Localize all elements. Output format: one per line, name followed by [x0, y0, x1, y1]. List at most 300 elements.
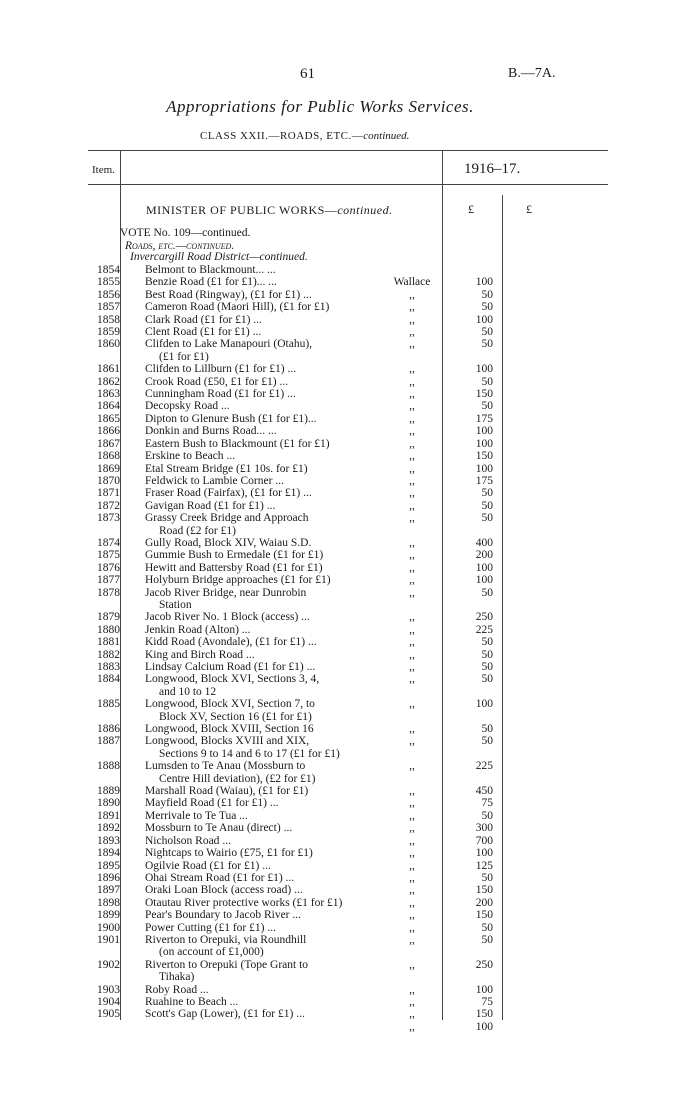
location-cell: ,, — [409, 512, 415, 525]
amount-cell: 75 — [481, 995, 493, 1008]
description-text: Pear's Boundary to Jacob River — [145, 909, 290, 922]
description-text: Jacob River No. 1 Block (access) — [145, 611, 299, 624]
item-number: 1874 — [97, 536, 120, 549]
currency-symbol: £ — [526, 202, 532, 216]
amount-cell: 50 — [481, 809, 493, 822]
item-number: 1899 — [97, 909, 120, 922]
description-text: Ohai Stream Road (£1 for £1) — [145, 871, 283, 884]
location-cell: ,, — [409, 400, 415, 413]
class-heading — [200, 130, 409, 142]
item-number: 1862 — [97, 375, 120, 388]
leader-dots: ... — [252, 326, 262, 339]
leader-dots: ... — [241, 623, 251, 636]
item-description — [145, 500, 367, 512]
location-cell: ,, — [409, 1008, 415, 1021]
location-cell: ,, — [409, 847, 415, 860]
description-text: Fraser Road (Fairfax), (£1 for £1) — [145, 487, 301, 500]
description-continuation: Sections 9 to 14 and 6 to 17 (£1 for £1) — [159, 747, 340, 760]
amount-cell: 50 — [481, 326, 493, 339]
amount-cell: 225 — [475, 623, 493, 636]
location-cell: ,, — [409, 785, 415, 798]
item-number: 1869 — [97, 462, 120, 475]
leader-dots: ... — [285, 871, 295, 884]
item-number: 1888 — [97, 760, 120, 773]
item-number: 1882 — [97, 648, 120, 661]
description-text: Clark Road (£1 for £1) — [145, 313, 251, 326]
item-description — [145, 314, 367, 326]
item-number: 1867 — [97, 437, 120, 450]
location-cell: ,, — [409, 636, 415, 649]
location-cell: ,, — [409, 363, 415, 376]
description-text: Clent Road (£1 for £1) — [145, 326, 250, 339]
item-description — [145, 996, 367, 1008]
location-cell: ,, — [409, 574, 415, 587]
description-text: Power Cutting (£1 for £1) — [145, 921, 265, 934]
item-description — [145, 438, 367, 450]
description-text: Nicholson Road — [145, 834, 220, 847]
location-cell: ,, — [409, 301, 415, 314]
item-description — [145, 562, 367, 574]
location-cell: ,, — [409, 822, 415, 835]
item-description — [145, 822, 367, 834]
leader-dots: ... — [269, 797, 279, 810]
leader-dots: ... — [199, 983, 209, 996]
item-number: 1855 — [97, 276, 120, 289]
description-text: Merrivale to Te Tua — [145, 809, 237, 822]
item-number: 1892 — [97, 822, 120, 835]
page-title: Appropriations for Public Works Services. — [166, 97, 474, 116]
leader-dots: ... — [303, 288, 312, 301]
item-number: 1865 — [97, 412, 120, 425]
amount-cell: 225 — [475, 760, 493, 773]
item-number: 1873 — [97, 512, 120, 525]
location-cell: ,, — [409, 425, 415, 438]
item-number: 1887 — [97, 735, 120, 748]
item-description — [145, 413, 367, 425]
location-cell: ,, — [409, 648, 415, 661]
amount-cell: 50 — [481, 636, 493, 649]
description-continuation: Road (£2 for £1) — [159, 524, 236, 537]
amount-cell: 50 — [481, 723, 493, 736]
amount-cell: 100 — [475, 698, 493, 711]
description-text: Holyburn Bridge approaches (£1 for £1) — [145, 574, 331, 587]
description-text: Clifden to Lillburn (£1 for £1) — [145, 363, 285, 376]
location-cell: ,, — [409, 450, 415, 463]
amount-cell: 200 — [475, 549, 493, 562]
item-description — [145, 860, 367, 872]
item-description — [145, 872, 367, 884]
item-number: 1863 — [97, 388, 120, 401]
location-cell: ,, — [409, 375, 415, 388]
item-description — [145, 450, 367, 462]
leader-dots: ... — [301, 611, 310, 624]
description-text: Belmont to Blackmount... — [145, 264, 265, 276]
amount-cell: 100 — [475, 425, 493, 438]
amount-cell: 100 — [475, 462, 493, 475]
location-cell: ,, — [409, 487, 415, 500]
item-description — [145, 797, 367, 809]
item-number: 1894 — [97, 847, 120, 860]
description-text: Ogilvie Road (£1 for £1) — [145, 859, 260, 872]
table-top-rule — [88, 150, 608, 151]
item-description — [145, 326, 367, 338]
item-description — [145, 611, 367, 623]
leader-dots: ... — [287, 363, 297, 376]
location-cell: ,, — [409, 958, 415, 971]
leader-dots: ... — [267, 425, 277, 438]
location-cell: ,, — [409, 797, 415, 810]
amount-cell: 50 — [481, 648, 493, 661]
description-text: Grassy Creek Bridge and Approach — [145, 512, 309, 525]
item-description — [145, 810, 367, 822]
description-continuation: Tihaka) — [159, 971, 195, 984]
leader-dots: ... — [307, 636, 317, 649]
location-cell: ,, — [409, 859, 415, 872]
item-number: 1883 — [97, 661, 120, 673]
item-number: 1889 — [97, 785, 120, 798]
location-cell: ,, — [409, 288, 415, 301]
leader-dots: ... — [222, 834, 231, 847]
description-continuation: Block XV, Section 16 (£1 for £1) — [159, 710, 312, 723]
description-text: Clifden to Lake Manapouri (Otahu), — [145, 338, 313, 351]
location-cell: ,, — [409, 673, 415, 686]
amount-cell: 100 — [475, 574, 493, 587]
item-description — [145, 363, 367, 375]
amount-cell: 300 — [475, 822, 493, 835]
amount-cell: 400 — [475, 536, 493, 549]
location-cell: ,, — [409, 499, 415, 512]
leader-dots: ... — [268, 276, 277, 289]
item-description — [145, 909, 367, 921]
item-number: 1900 — [97, 921, 120, 934]
description-text: Jacob River Bridge, near Dunrobin — [145, 586, 307, 599]
ministry-heading-cont: continued. — [337, 203, 393, 217]
location-cell: ,, — [409, 586, 415, 599]
location-cell: ,, — [409, 884, 415, 897]
leader-dots: ... — [279, 375, 289, 388]
description-text: Erskine to Beach — [145, 450, 224, 463]
description-text: Riverton to Orepuki, via Roundhill — [145, 933, 307, 946]
item-number: 1877 — [97, 574, 120, 587]
description-text: Oraki Loan Block (access road) — [145, 884, 292, 897]
appropriation-table — [0, 264, 700, 1033]
item-number: 1901 — [97, 933, 120, 946]
item-description — [145, 574, 367, 586]
item-number: 1890 — [97, 797, 120, 810]
item-number: 1878 — [97, 586, 120, 599]
item-number: 1884 — [97, 673, 120, 686]
item-description — [145, 425, 367, 437]
item-number: 1854 — [97, 264, 120, 276]
location-cell: ,, — [409, 735, 415, 748]
amount-cell: 50 — [481, 301, 493, 314]
item-description — [145, 463, 367, 475]
item-number: 1880 — [97, 623, 120, 636]
leader-dots: ... — [275, 474, 284, 487]
item-column-header: Item. — [92, 164, 115, 176]
amount-cell: 175 — [475, 412, 493, 425]
description-text: Feldwick to Lambie Corner — [145, 474, 273, 487]
amount-cell: 50 — [481, 673, 493, 686]
item-number: 1861 — [97, 363, 120, 376]
location-cell: ,, — [409, 549, 415, 562]
item-number: 1856 — [97, 288, 120, 301]
item-description — [145, 959, 367, 984]
description-text: Cameron Road (Maori Hill), (£1 for £1) — [145, 301, 330, 314]
amount-cell: 100 — [475, 561, 493, 574]
leader-dots: ... — [253, 313, 262, 326]
item-description — [145, 376, 367, 388]
leader-dots: ... — [267, 264, 276, 276]
amount-cell: 150 — [475, 388, 493, 401]
item-number: 1895 — [97, 859, 120, 872]
description-text: Nightcaps to Wairio (£75, £1 for £1) — [145, 847, 313, 860]
location-cell: ,, — [409, 611, 415, 624]
item-number: 1898 — [97, 896, 120, 909]
item-description — [145, 760, 367, 785]
location-cell: ,, — [409, 723, 415, 736]
item-description — [145, 636, 367, 648]
item-description — [145, 264, 367, 276]
item-number: 1866 — [97, 425, 120, 438]
description-text: Lumsden to Te Anau (Mossburn to — [145, 760, 306, 773]
location-cell: ,, — [409, 871, 415, 884]
item-description — [145, 549, 367, 561]
item-number: 1902 — [97, 958, 120, 971]
amount-cell: 150 — [475, 884, 493, 897]
description-text: Marshall Road (Waiau), (£1 for £1) — [145, 785, 309, 798]
description-text: Mossburn to Te Anau (direct) — [145, 822, 281, 835]
amount-cell: 100 — [475, 1020, 493, 1033]
ministry-heading — [146, 203, 393, 218]
location-cell: ,, — [409, 1020, 415, 1033]
district-subheading: Invercargill Road District—continued. — [130, 251, 308, 263]
description-text: Gully Road, Block XIV, Waiau S.D. — [145, 536, 312, 549]
page-number: 61 — [300, 66, 315, 82]
location-cell: ,, — [409, 388, 415, 401]
location-cell: ,, — [409, 313, 415, 326]
location-cell: ,, — [409, 536, 415, 549]
amount-cell: 700 — [475, 834, 493, 847]
amount-cell: 50 — [481, 375, 493, 388]
leader-dots: ... — [262, 859, 271, 872]
item-number: 1891 — [97, 809, 120, 822]
amount-cell: 200 — [475, 896, 493, 909]
amount-cell: 100 — [475, 363, 493, 376]
leader-dots: ... — [294, 884, 303, 897]
amount-cell: 50 — [481, 512, 493, 525]
description-text: Riverton to Orepuki (Tope Grant to — [145, 958, 309, 971]
leader-dots: ... — [267, 921, 276, 934]
item-number: 1879 — [97, 611, 120, 624]
amount-cell: 50 — [481, 586, 493, 599]
location-cell: ,, — [409, 338, 415, 351]
item-number: 1885 — [97, 698, 120, 711]
description-text: Ruahine to Beach — [145, 995, 227, 1008]
amount-cell: 50 — [481, 338, 493, 351]
leader-dots: ... — [303, 487, 312, 500]
item-description — [145, 922, 367, 934]
amount-cell: 50 — [481, 735, 493, 748]
currency-symbol: £ — [468, 202, 474, 216]
description-text: Hewitt and Battersby Road (£1 for £1) — [145, 561, 323, 574]
location-cell: ,, — [409, 561, 415, 574]
description-text: Benzie Road (£1 for £1)... — [145, 276, 266, 289]
amount-cell: 450 — [475, 785, 493, 798]
item-description — [145, 884, 367, 896]
description-text: Longwood, Block XVI, Section 7, to — [145, 698, 315, 711]
leader-dots: ... — [283, 822, 293, 835]
item-number: 1858 — [97, 313, 120, 326]
item-description — [145, 673, 367, 698]
item-number: 1904 — [97, 995, 120, 1008]
item-number: 1881 — [97, 636, 120, 649]
description-text: Otautau River protective works (£1 for £1) — [145, 896, 343, 909]
item-description — [145, 388, 367, 400]
item-description — [145, 587, 367, 612]
amount-cell: 100 — [475, 847, 493, 860]
amount-cell: 50 — [481, 288, 493, 301]
location-cell: ,, — [409, 412, 415, 425]
amount-cell: 50 — [481, 661, 493, 673]
item-description — [145, 984, 367, 996]
leader-dots: ... — [229, 995, 239, 1008]
description-text: Best Road (Ringway), (£1 for £1) — [145, 288, 301, 301]
amount-cell: 50 — [481, 921, 493, 934]
description-continuation: Centre Hill deviation), (£2 for £1) — [159, 772, 316, 785]
item-description — [145, 934, 367, 959]
location-cell: ,, — [409, 623, 415, 636]
item-description — [145, 624, 367, 636]
item-description — [145, 835, 367, 847]
location-cell: ,, — [409, 896, 415, 909]
leader-dots: ... — [296, 1008, 305, 1021]
description-text: Crook Road (£50, £1 for £1) — [145, 375, 277, 388]
leader-dots: ... — [292, 909, 302, 922]
description-text: Kidd Road (Avondale), (£1 for £1) — [145, 636, 306, 649]
amount-cell: 250 — [475, 958, 493, 971]
item-description — [145, 475, 367, 487]
item-description — [145, 698, 367, 723]
amount-cell: 50 — [481, 487, 493, 500]
leader-dots: ... — [245, 648, 255, 661]
item-number: 1905 — [97, 1008, 120, 1021]
leader-dots: ... — [287, 388, 296, 401]
amount-cell: 100 — [475, 437, 493, 450]
item-description — [145, 487, 367, 499]
item-description — [145, 512, 367, 537]
location-cell: ,, — [409, 995, 415, 1008]
location-cell: ,, — [409, 921, 415, 934]
location-cell: ,, — [409, 909, 415, 922]
table-header-rule — [88, 184, 608, 185]
amount-cell: 50 — [481, 499, 493, 512]
item-description — [145, 1008, 367, 1020]
item-number: 1903 — [97, 983, 120, 996]
amount-cell: 100 — [475, 313, 493, 326]
amount-cell: 50 — [481, 871, 493, 884]
ministry-heading-text: MINISTER OF PUBLIC WORKS— — [146, 203, 338, 217]
item-number: 1876 — [97, 561, 120, 574]
amount-cell: 100 — [475, 983, 493, 996]
description-text: Longwood, Block XVIII, Section 16 — [145, 723, 314, 736]
location-cell: ,, — [409, 462, 415, 475]
item-description — [145, 649, 367, 661]
location-cell: ,, — [409, 933, 415, 946]
location-cell: ,, — [409, 809, 415, 822]
amount-cell: 125 — [475, 859, 493, 872]
amount-cell: 50 — [481, 400, 493, 413]
location-cell: ,, — [409, 983, 415, 996]
document-reference: B.—7A. — [508, 66, 556, 81]
item-description — [145, 301, 367, 313]
item-description — [145, 276, 367, 288]
description-text: Lindsay Calcium Road (£1 for £1) — [145, 661, 304, 673]
description-text: Jenkin Road (Alton) — [145, 623, 239, 636]
item-number: 1886 — [97, 723, 120, 736]
item-number: 1857 — [97, 301, 120, 314]
item-number: 1872 — [97, 499, 120, 512]
description-text: Roby Road — [145, 983, 198, 996]
item-number: 1860 — [97, 338, 120, 351]
item-number: 1896 — [97, 871, 120, 884]
description-continuation: (on account of £1,000) — [159, 946, 264, 959]
amount-cell: 150 — [475, 909, 493, 922]
description-text: Longwood, Block XVI, Sections 3, 4, — [145, 673, 320, 686]
item-number: 1864 — [97, 400, 120, 413]
description-text: Donkin and Burns Road... — [145, 425, 266, 438]
description-continuation: and 10 to 12 — [159, 685, 217, 698]
item-description — [145, 785, 367, 797]
class-heading-cont: continued. — [363, 130, 410, 142]
description-text: Gummie Bush to Ermedale (£1 for £1) — [145, 549, 324, 562]
description-text: Scott's Gap (Lower), (£1 for £1) — [145, 1008, 294, 1021]
description-text: Mayfield Road (£1 for £1) — [145, 797, 267, 810]
item-description — [145, 537, 367, 549]
amount-cell: 150 — [475, 1008, 493, 1021]
location-cell: ,, — [409, 474, 415, 487]
item-description — [145, 661, 367, 673]
item-description — [145, 723, 367, 735]
amount-cell: 175 — [475, 474, 493, 487]
location-cell: Wallace — [393, 276, 431, 289]
description-continuation: (£1 for £1) — [159, 350, 209, 363]
description-text: Cunningham Road (£1 for £1) — [145, 388, 285, 401]
description-text: King and Birch Road — [145, 648, 244, 661]
item-description — [145, 289, 367, 301]
amount-cell: 250 — [475, 611, 493, 624]
description-text: Longwood, Blocks XVIII and XIX, — [145, 735, 310, 748]
table-row — [0, 1008, 700, 1033]
description-continuation: Station — [159, 598, 192, 611]
leader-dots: ... — [239, 809, 248, 822]
roads-subheading: Roads, etc.—continued. — [125, 240, 235, 252]
leader-dots: ... — [306, 661, 316, 673]
amount-cell: 50 — [481, 933, 493, 946]
item-number: 1859 — [97, 326, 120, 339]
location-cell: ,, — [409, 326, 415, 339]
description-text: Etal Stream Bridge (£1 10s. for £1) — [145, 462, 308, 475]
item-description — [145, 847, 367, 859]
item-description — [145, 735, 367, 760]
leader-dots: ... — [266, 499, 276, 512]
description-text: Eastern Bush to Blackmount (£1 for £1) — [145, 437, 330, 450]
item-number: 1875 — [97, 549, 120, 562]
item-number: 1871 — [97, 487, 120, 500]
location-cell: ,, — [409, 698, 415, 711]
amount-cell: 75 — [481, 797, 493, 810]
location-cell: ,, — [409, 437, 415, 450]
